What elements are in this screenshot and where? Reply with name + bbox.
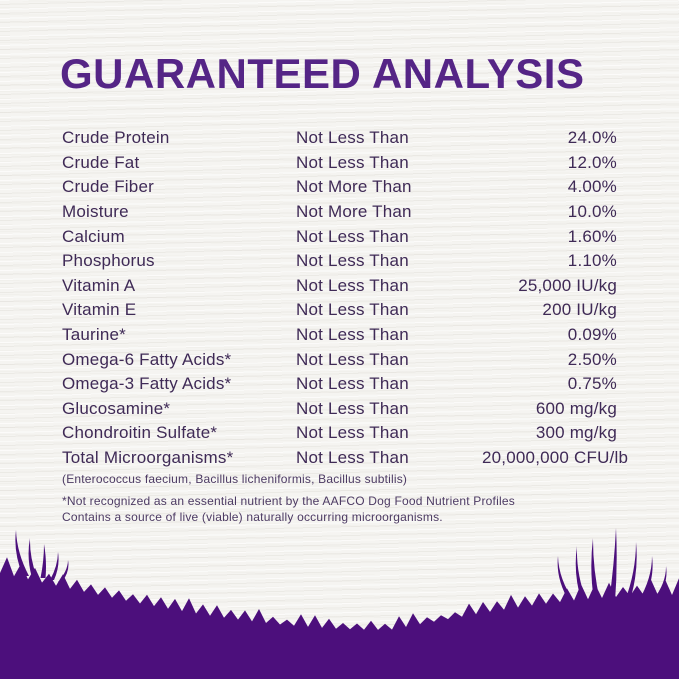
table-row — [62, 200, 617, 225]
table-row — [62, 421, 617, 446]
page-title: GUARANTEED ANALYSIS — [60, 50, 585, 97]
grass-hill-shape — [0, 528, 679, 679]
comparator: Not Less Than — [296, 325, 409, 345]
nutrient-name: Omega-6 Fatty Acids* — [62, 349, 232, 369]
comparator: Not Less Than — [296, 423, 409, 443]
nutrient-name: Phosphorus — [62, 251, 155, 271]
comparator: Not Less Than — [296, 349, 409, 369]
nutrient-name: Glucosamine* — [62, 398, 171, 418]
microorganism-species-note: (Enterococcus faecium, Bacillus licheniformis, Bacillus subtilis) — [62, 472, 408, 486]
nutrient-value: 24.0% — [567, 128, 617, 148]
comparator: Not Less Than — [296, 398, 409, 418]
nutrient-name: Moisture — [62, 202, 129, 222]
comparator: Not Less Than — [296, 374, 409, 394]
analysis-table — [62, 126, 629, 470]
table-row — [62, 126, 617, 151]
footnote-line-2: Contains a source of live (viable) naturally occurring microorganisms. — [62, 509, 443, 524]
nutrient-value: 0.75% — [567, 374, 617, 394]
comparator: Not Less Than — [296, 448, 409, 468]
nutrient-name: Vitamin E — [62, 300, 137, 320]
nutrient-name: Crude Fat — [62, 152, 140, 172]
grass-silhouette-graphic — [0, 494, 679, 679]
nutrient-name: Chondroitin Sulfate* — [62, 423, 218, 443]
table-row — [62, 151, 617, 176]
nutrient-value: 1.10% — [567, 251, 617, 271]
nutrient-value: 300 mg/kg — [535, 423, 617, 443]
comparator: Not More Than — [296, 202, 412, 222]
nutrient-value: 12.0% — [567, 152, 617, 172]
comparator: Not Less Than — [296, 226, 409, 246]
table-row — [62, 347, 617, 372]
nutrient-value: 20,000,000 CFU/lb — [482, 448, 629, 468]
comparator: Not Less Than — [296, 300, 409, 320]
comparator: Not Less Than — [296, 251, 409, 271]
comparator: Not Less Than — [296, 152, 409, 172]
table-row — [62, 175, 617, 200]
table-row — [62, 397, 617, 422]
nutrient-value: 1.60% — [567, 226, 617, 246]
nutrient-value: 4.00% — [567, 177, 617, 197]
table-row — [62, 323, 617, 348]
nutrient-name: Total Microorganisms* — [62, 448, 234, 468]
comparator: Not More Than — [296, 177, 412, 197]
comparator: Not Less Than — [296, 128, 409, 148]
nutrient-value: 25,000 IU/kg — [518, 275, 617, 295]
nutrient-name: Crude Fiber — [62, 177, 154, 197]
nutrient-name: Crude Protein — [62, 128, 170, 148]
table-row — [62, 249, 617, 274]
nutrient-name: Vitamin A — [62, 275, 136, 295]
comparator: Not Less Than — [296, 275, 409, 295]
nutrient-name: Taurine* — [62, 325, 126, 345]
table-row — [62, 274, 617, 299]
nutrient-value: 0.09% — [567, 325, 617, 345]
nutrient-value: 200 IU/kg — [542, 300, 617, 320]
table-row — [62, 298, 617, 323]
table-row — [62, 224, 617, 249]
nutrient-name: Omega-3 Fatty Acids* — [62, 374, 232, 394]
nutrient-value: 2.50% — [567, 349, 617, 369]
nutrient-value: 600 mg/kg — [535, 398, 617, 418]
nutrient-name: Calcium — [62, 226, 125, 246]
table-row — [62, 372, 617, 397]
table-row — [62, 446, 629, 471]
footnote-line-1: *Not recognized as an essential nutrient by the AAFCO Dog Food Nutrient Profiles — [62, 494, 515, 508]
nutrient-value: 10.0% — [567, 202, 617, 222]
